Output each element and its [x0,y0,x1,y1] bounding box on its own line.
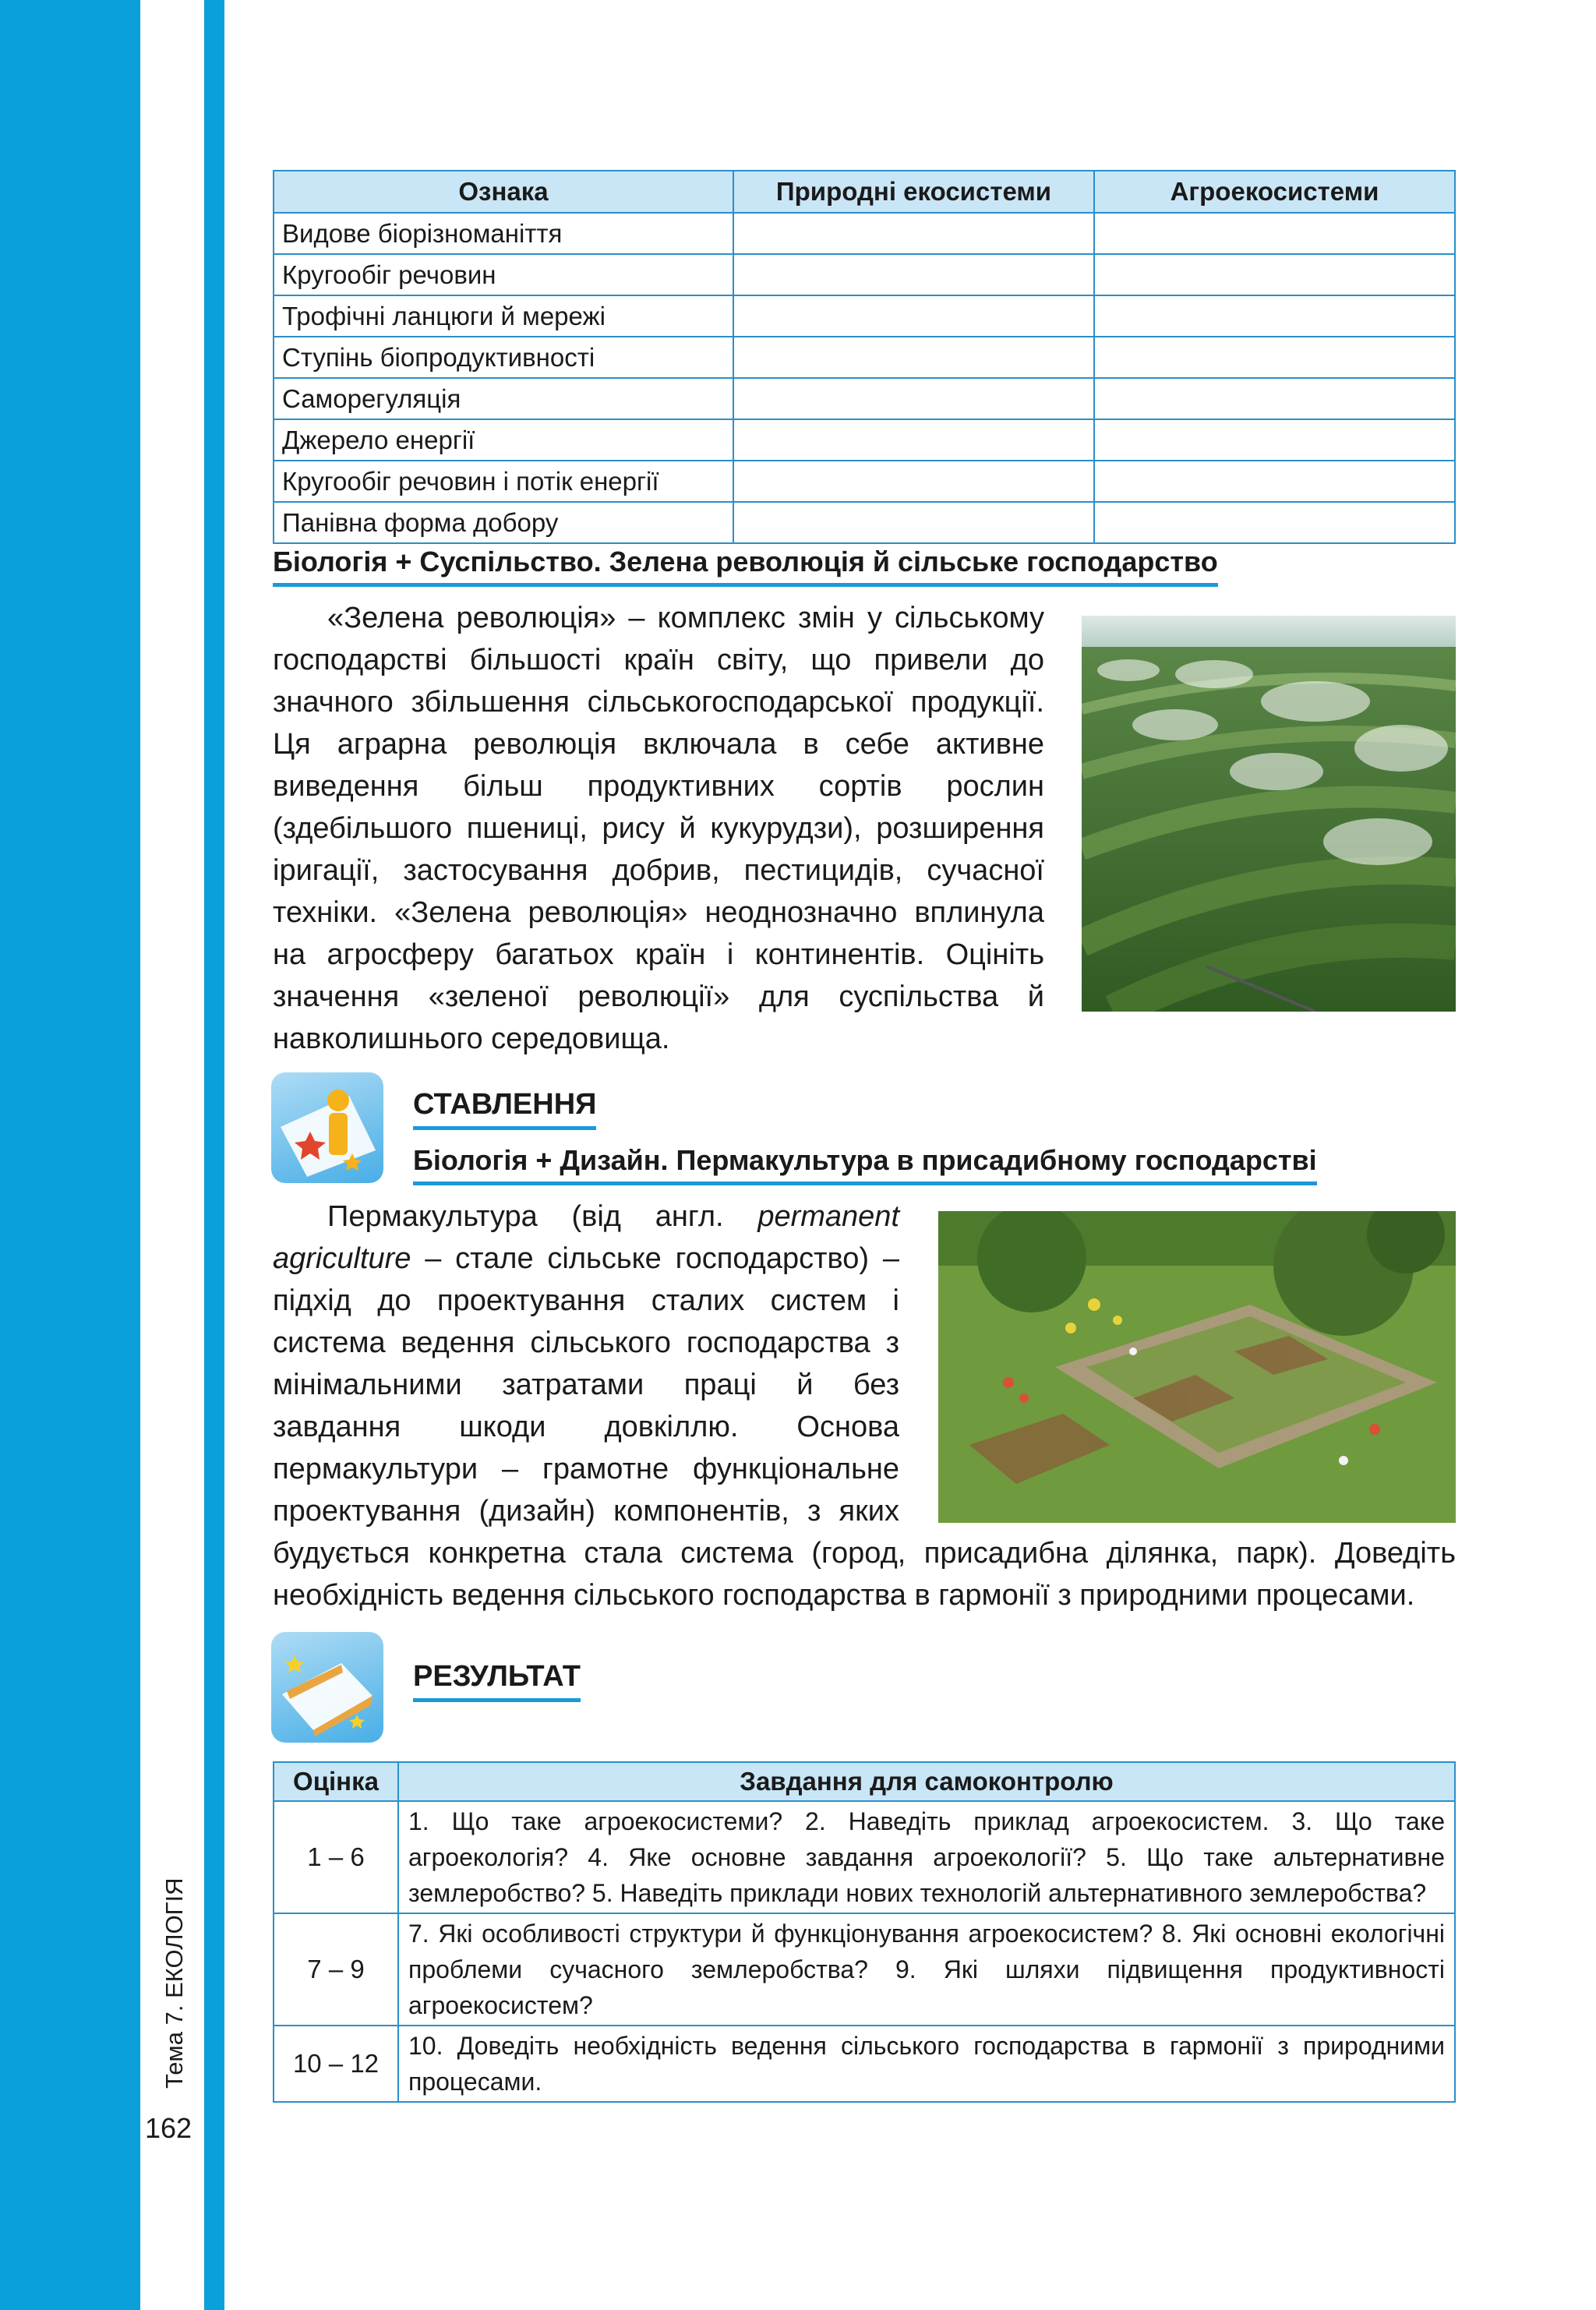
empty-cell [733,213,1094,254]
column-header: Природні екосистеми [733,171,1094,213]
row-label: Ступінь біопродуктивності [274,337,733,378]
column-header: Завдання для самоконтролю [398,1762,1455,1801]
empty-cell [733,419,1094,461]
empty-cell [1094,337,1455,378]
row-label: Саморегуляція [274,378,733,419]
thin-color-stripe [204,0,224,2310]
column-header: Ознака [274,171,733,213]
empty-cell [1094,461,1455,502]
empty-cell [1094,295,1455,337]
score-cell: 7 – 9 [274,1913,398,2026]
column-header: Оцінка [274,1762,398,1801]
column-header: Агроекосистеми [1094,171,1455,213]
result-icon [271,1632,383,1743]
table-header-row [274,1762,1455,1801]
italic-term: permanent agriculture [273,1200,899,1275]
table-header-row [274,171,1455,213]
empty-cell [733,502,1094,543]
left-color-stripe [0,0,140,2310]
section-heading-permaculture: Біологія + Дизайн. Пермакультура в присадибному господарстві [413,1144,1317,1185]
table-row [274,337,1455,378]
empty-cell [733,337,1094,378]
self-check-table [273,1761,1456,2103]
attitude-title: СТАВЛЕННЯ [413,1088,596,1130]
table-row [274,502,1455,543]
table-row [274,254,1455,295]
task-cell: 7. Які особливості структури й функціонування агроекосистем? 8. Які основні екологічні проблеми сучасного землеробства? 9. Які шляхи підвищення продуктивності агроекосистем? [398,1913,1455,2026]
table-row [274,1801,1455,1913]
garden-illustration [938,1211,1456,1523]
row-label: Трофічні ланцюги й мережі [274,295,733,337]
figure-icon [271,1072,383,1183]
permaculture-paragraph [273,1196,1456,1616]
score-cell: 1 – 6 [274,1801,398,1913]
table-row [274,295,1455,337]
empty-cell [1094,378,1455,419]
table-row [274,419,1455,461]
notebook-icon [271,1632,383,1743]
irrigation-illustration [1082,616,1456,1012]
paragraph-text-rest: – стале сільське господарство) – підхід до проектування сталих систем і система ведення сільського господарства з мінімальними затратами праці й без завдання шкоди довкіллю. Основа пермакультури – грамотне функціональне проектування (дизайн) компонентів, з яких будується конкретна стала система (город, присадибна ділянка, парк). Доведіть необхідність ведення сільського господарства в гармонії з природними процесами. [273,1242,1456,1612]
section-heading-green-revolution: Біологія + Суспільство. Зелена революція й сільське господарство [273,546,1218,587]
empty-cell [1094,213,1455,254]
task-cell: 1. Що таке агроекосистеми? 2. Наведіть приклад агроекосистем. 3. Що таке агроекологія? 4. Яке основне завдання агроекології? 5. Що таке альтернативне землеробство? 5. Наведіть приклади нових технологій альтернативного землеробства? [398,1801,1455,1913]
chapter-label: Тема 7. ЕКОЛОГІЯ [161,1877,188,2089]
paragraph-text-start: Пермакультура (від англ. [327,1200,758,1233]
attitude-icon [271,1072,383,1183]
empty-cell [1094,419,1455,461]
row-label: Кругообіг речовин і потік енергії [274,461,733,502]
comparison-table [273,170,1456,544]
task-cell: 10. Доведіть необхідність ведення сільського господарства в гармонії з природними процесами. [398,2026,1455,2102]
score-cell: 10 – 12 [274,2026,398,2102]
result-title: РЕЗУЛЬТАТ [413,1660,581,1702]
table-row [274,213,1455,254]
empty-cell [733,461,1094,502]
green-revolution-paragraph [273,597,1044,1060]
row-label: Кругообіг речовин [274,254,733,295]
empty-cell [1094,502,1455,543]
empty-cell [733,254,1094,295]
table-row [274,1913,1455,2026]
row-label: Панівна форма добору [274,502,733,543]
row-label: Видове біорізноманіття [274,213,733,254]
empty-cell [1094,254,1455,295]
page-number: 162 [145,2112,192,2144]
row-label: Джерело енергії [274,419,733,461]
permaculture-garden-photo [938,1211,1456,1523]
empty-cell [733,378,1094,419]
table-row [274,378,1455,419]
table-row [274,461,1455,502]
irrigation-field-photo [1082,616,1456,1012]
empty-cell [733,295,1094,337]
paragraph-text: «Зелена революція» – комплекс змін у сільському господарстві більшості країн світу, що привели до значного збільшення сільськогосподарської продукції. Ця аграрна революція включала в себе активне виведення більш продуктивних сортів рослин (здебільшого пшениці, рису й кукурудзи), розширення іригації, застосування добрив, пестицидів, сучасної техніки. «Зелена революція» неоднозначно вплинула на агросферу багатьох країн і континентів. Оцініть значення «зеленої революції» для суспільства й навколишнього середовища. [273,602,1044,1055]
table-row [274,2026,1455,2102]
